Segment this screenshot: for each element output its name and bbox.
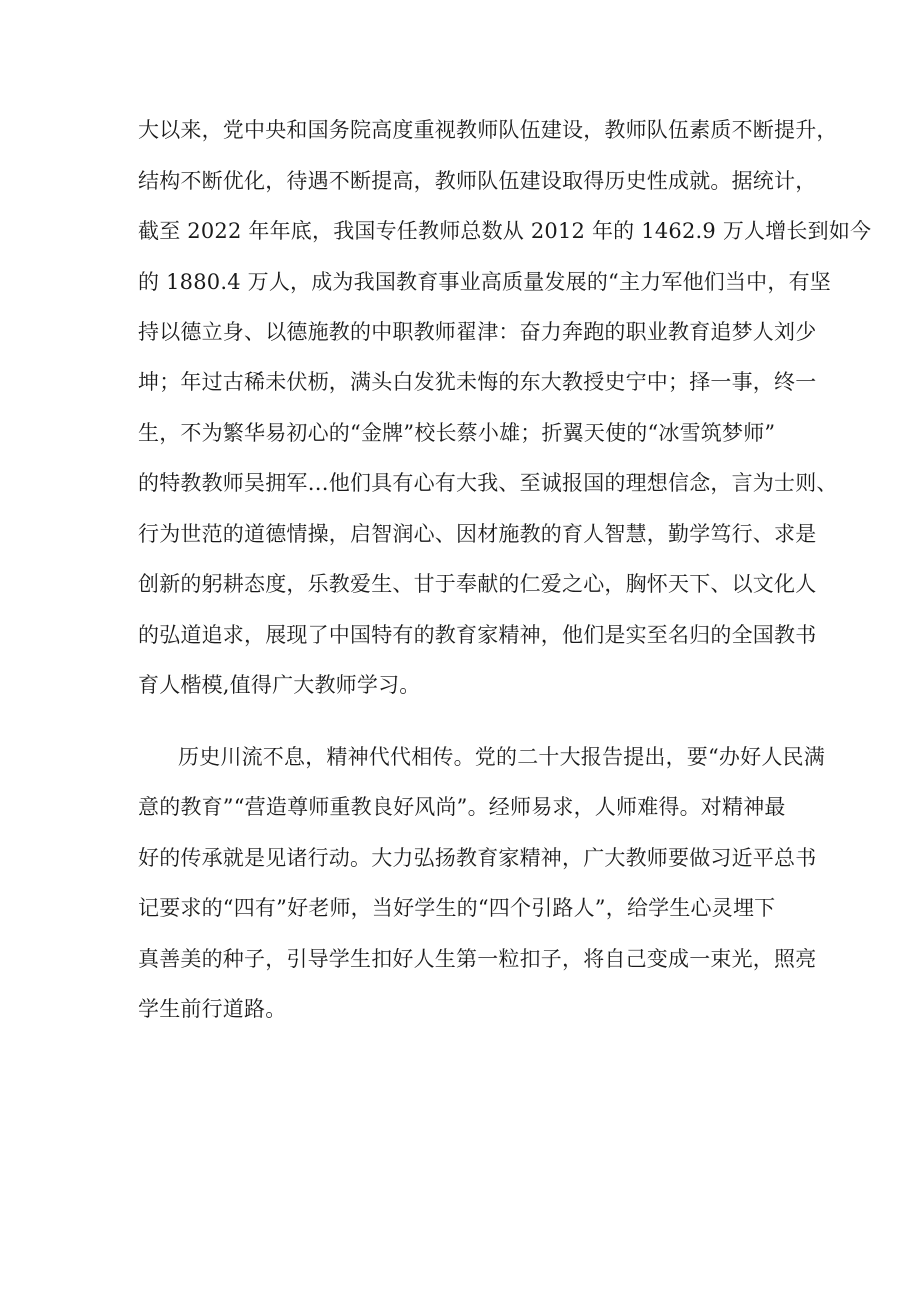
- text-line: 持以德立身、以德施教的中职教师翟津：奋力奔跑的职业教育追梦人刘少: [138, 320, 817, 344]
- text-line: 育人楷模,值得广大教师学习。: [138, 673, 421, 697]
- text-line: 记要求的“四有”好老师，当好学生的“四个引路人”，给学生心灵埋下: [138, 896, 776, 920]
- text-line: 大以来，党中央和国务院高度重视教师队伍建设，教师队伍素质不断提升，: [138, 118, 838, 142]
- text-line: 的特教教师吴拥军…他们具有心有大我、至诚报国的理想信念，言为士则、: [138, 471, 838, 495]
- text-line: 好的传承就是见诸行动。大力弘扬教育家精神，广大教师要做习近平总书: [138, 846, 817, 870]
- text-line: 意的教育”“营造尊师重教良好风尚”。经师易求，人师难得。对精神最: [138, 795, 786, 819]
- text-line: 结构不断优化，待遇不断提高，教师队伍建设取得历史性成就。据统计，: [138, 169, 817, 193]
- text-line: 的 1880.4 万人，成为我国教育事业高质量发展的“主力军他们当中，有坚: [138, 270, 831, 294]
- text-line: 历史川流不息，精神代代相传。党的二十大报告提出，要“办好人民满: [178, 745, 825, 769]
- text-line: 的弘道追求，展现了中国特有的教育家精神，他们是实至名归的全国教书: [138, 623, 817, 647]
- text-line: 生，不为繁华易初心的“金牌”校长蔡小雄；折翼天使的“冰雪筑梦师”: [138, 421, 776, 445]
- text-line: 行为世范的道德情操，启智润心、因材施教的育人智慧，勤学笃行、求是: [138, 522, 817, 546]
- text-line: 截至 2022 年年底，我国专任教师总数从 2012 年的 1462.9 万人增长到如今: [138, 219, 872, 243]
- text-line: 坤；年过古稀未伏枥，满头白发犹未悔的东大教授史宁中；择一事，终一: [138, 370, 817, 394]
- text-line: 创新的躬耕态度，乐教爱生、甘于奉献的仁爱之心，胸怀天下、以文化人: [138, 572, 817, 596]
- text-line: 真善美的种子，引导学生扣好人生第一粒扣子，将自己变成一束光，照亮: [138, 947, 817, 971]
- text-line: 学生前行道路。: [138, 997, 287, 1021]
